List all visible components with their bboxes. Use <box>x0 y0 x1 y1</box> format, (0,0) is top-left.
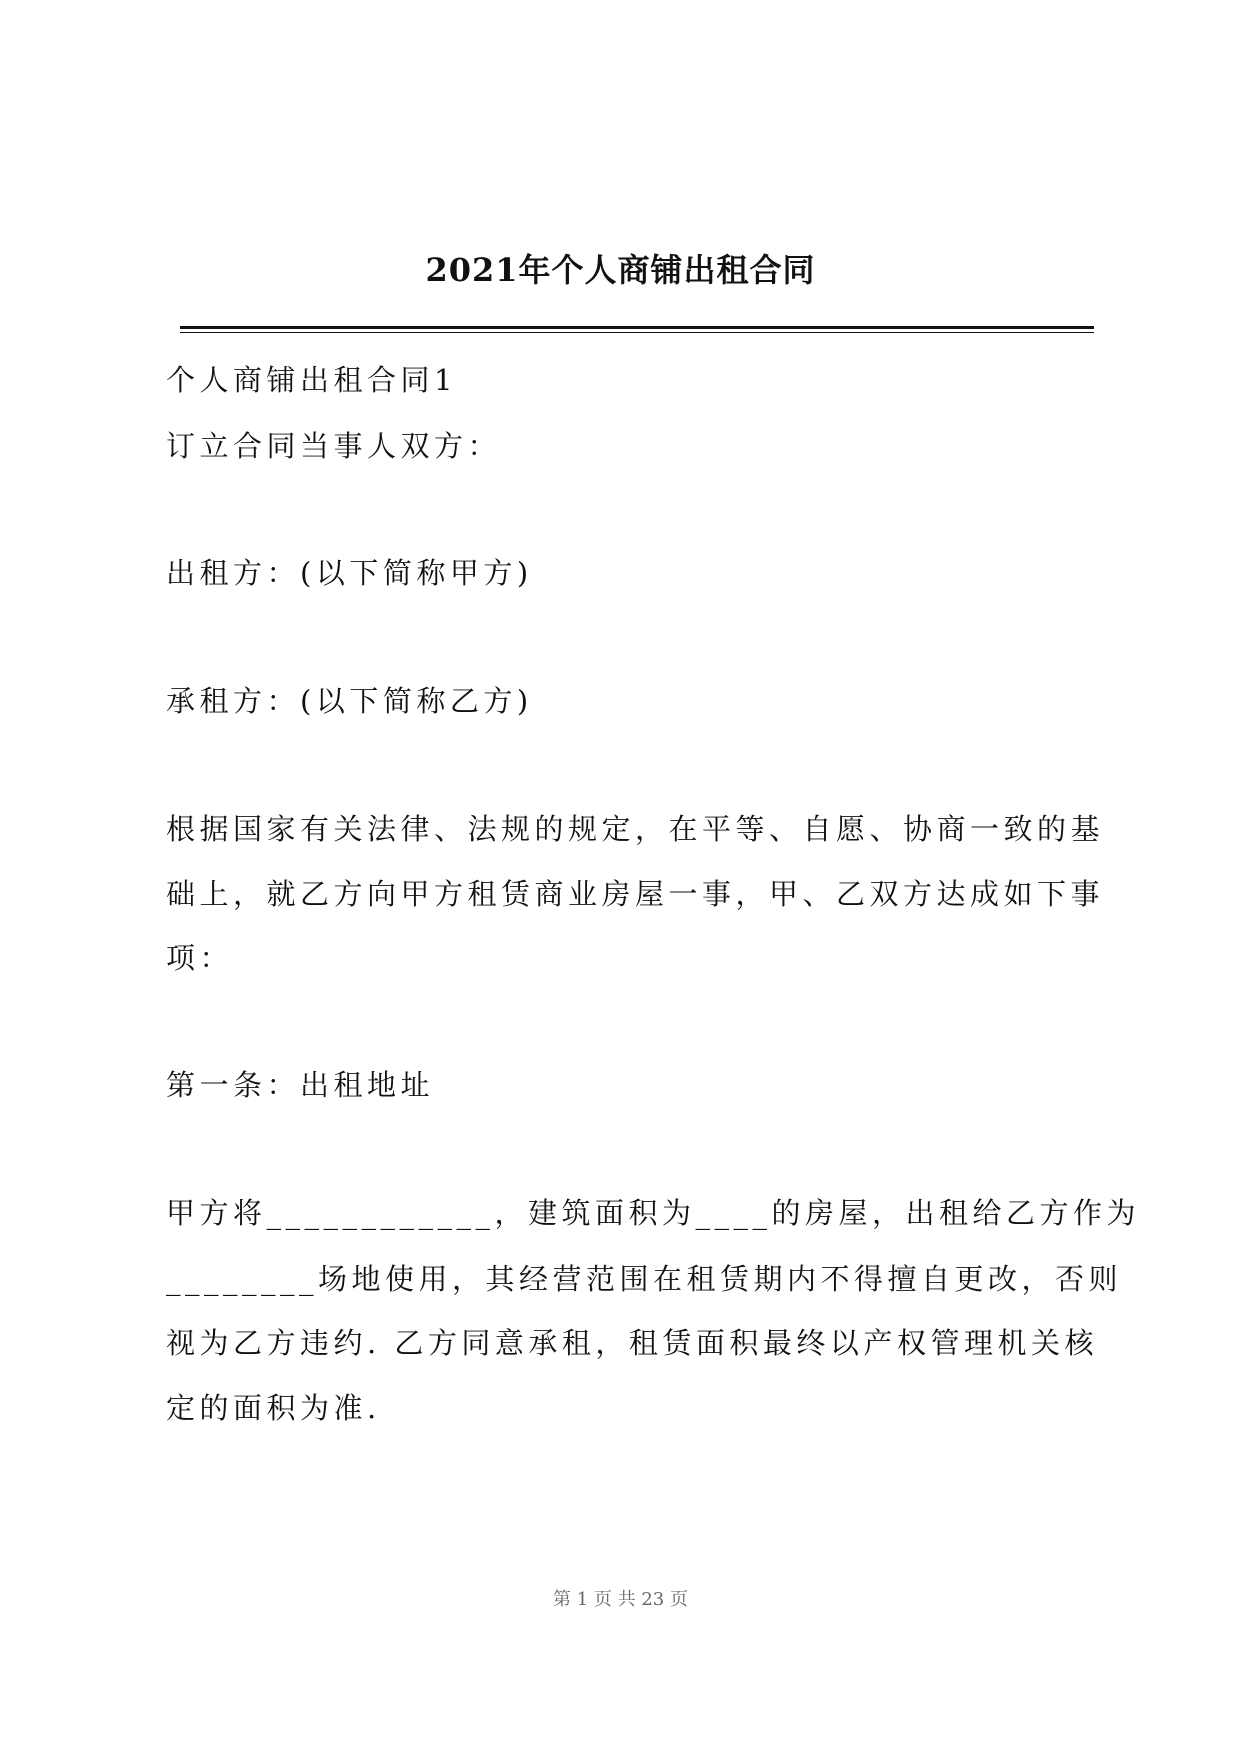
paragraph-line: 甲方将____________，建筑面积为____的房屋，出租给乙方作为 <box>166 1196 1141 1230</box>
paragraph-line: 根据国家有关法律、法规的规定，在平等、自愿、协商一致的基 <box>166 812 1105 846</box>
paragraph-line: ________场地使用，其经营范围在租赁期内不得擅自更改，否则 <box>166 1262 1123 1296</box>
paragraph-line: 订立合同当事人双方： <box>166 429 502 463</box>
paragraph-line: 出租方：(以下简称甲方) <box>166 556 533 590</box>
paragraph-line: 承租方：(以下简称乙方) <box>166 684 533 718</box>
paragraph-line: 定的面积为准. <box>166 1391 381 1425</box>
paragraph-line: 项： <box>166 941 234 975</box>
section-heading: 个人商铺出租合同1 <box>166 363 457 397</box>
document-title: 2021年个人商铺出租合同 <box>425 251 816 289</box>
page-number: 第 1 页 共 23 页 <box>553 1589 688 1610</box>
article-heading: 第一条：出租地址 <box>166 1068 435 1102</box>
title-divider <box>180 326 1094 333</box>
paragraph-line: 础上，就乙方向甲方租赁商业房屋一事，甲、乙双方达成如下事 <box>166 877 1105 911</box>
paragraph-line: 视为乙方违约. 乙方同意承租，租赁面积最终以产权管理机关核 <box>166 1326 1098 1360</box>
